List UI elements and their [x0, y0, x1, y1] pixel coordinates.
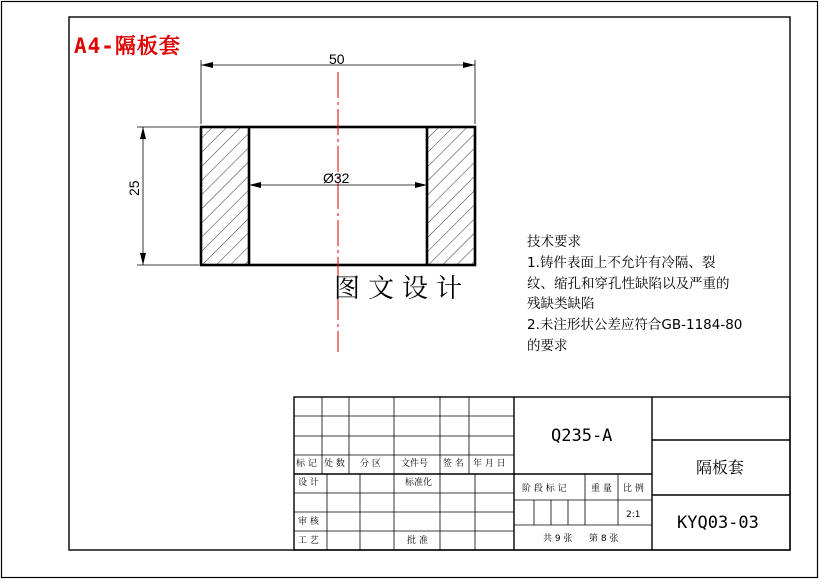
note-line-2: 纹、缩孔和穿孔性缺陷以及严重的: [527, 276, 730, 292]
tb-label-weight: 重 量: [591, 484, 612, 494]
watermark-text: 图文设计: [334, 274, 471, 304]
note-line-5: 的要求: [527, 338, 568, 354]
note-line-4: 2.未注形状公差应符合GB-1184-80: [527, 317, 743, 333]
tb-label-design: 设 计: [298, 478, 319, 488]
sheet-number: 第 8 张: [589, 534, 619, 544]
drawing-number: KYQ03-03: [677, 513, 759, 533]
tb-label-standard: 标准化: [405, 478, 433, 488]
tb-label-count: 处 数: [324, 459, 345, 469]
right-wall-hatch: [427, 127, 475, 265]
note-line-1: 1.铸件表面上不允许有冷隔、裂: [527, 255, 716, 271]
drawing-title: A4-隔板套: [74, 34, 181, 58]
material-value: Q235-A: [551, 426, 613, 446]
part-name: 隔板套: [696, 458, 745, 477]
tb-label-date: 年 月 日: [473, 459, 506, 469]
height-dimension-label: 25: [126, 180, 142, 196]
sheet-total: 共 9 张: [543, 534, 573, 544]
tb-label-doc-no: 文件号: [401, 459, 429, 469]
tb-label-zone: 分 区: [360, 459, 381, 469]
tb-label-approve: 批 准: [407, 536, 428, 546]
bore-dimension-label: Ø32: [323, 170, 350, 186]
length-dimension-label: 50: [329, 51, 345, 67]
notes-heading: 技术要求: [527, 234, 581, 250]
tb-label-scale: 比 例: [623, 484, 644, 494]
tb-label-sign: 签 名: [443, 459, 464, 469]
tb-label-process: 工 艺: [298, 536, 319, 546]
height-dimension: [137, 127, 199, 265]
scale-value: 2:1: [626, 510, 641, 520]
left-wall-hatch: [201, 127, 249, 265]
tb-label-mark: 标 记: [296, 459, 317, 469]
note-line-3: 残缺类缺陷: [527, 296, 595, 312]
tb-label-review: 审 核: [298, 517, 319, 527]
tb-label-stage: 阶 段 标 记: [522, 484, 567, 494]
